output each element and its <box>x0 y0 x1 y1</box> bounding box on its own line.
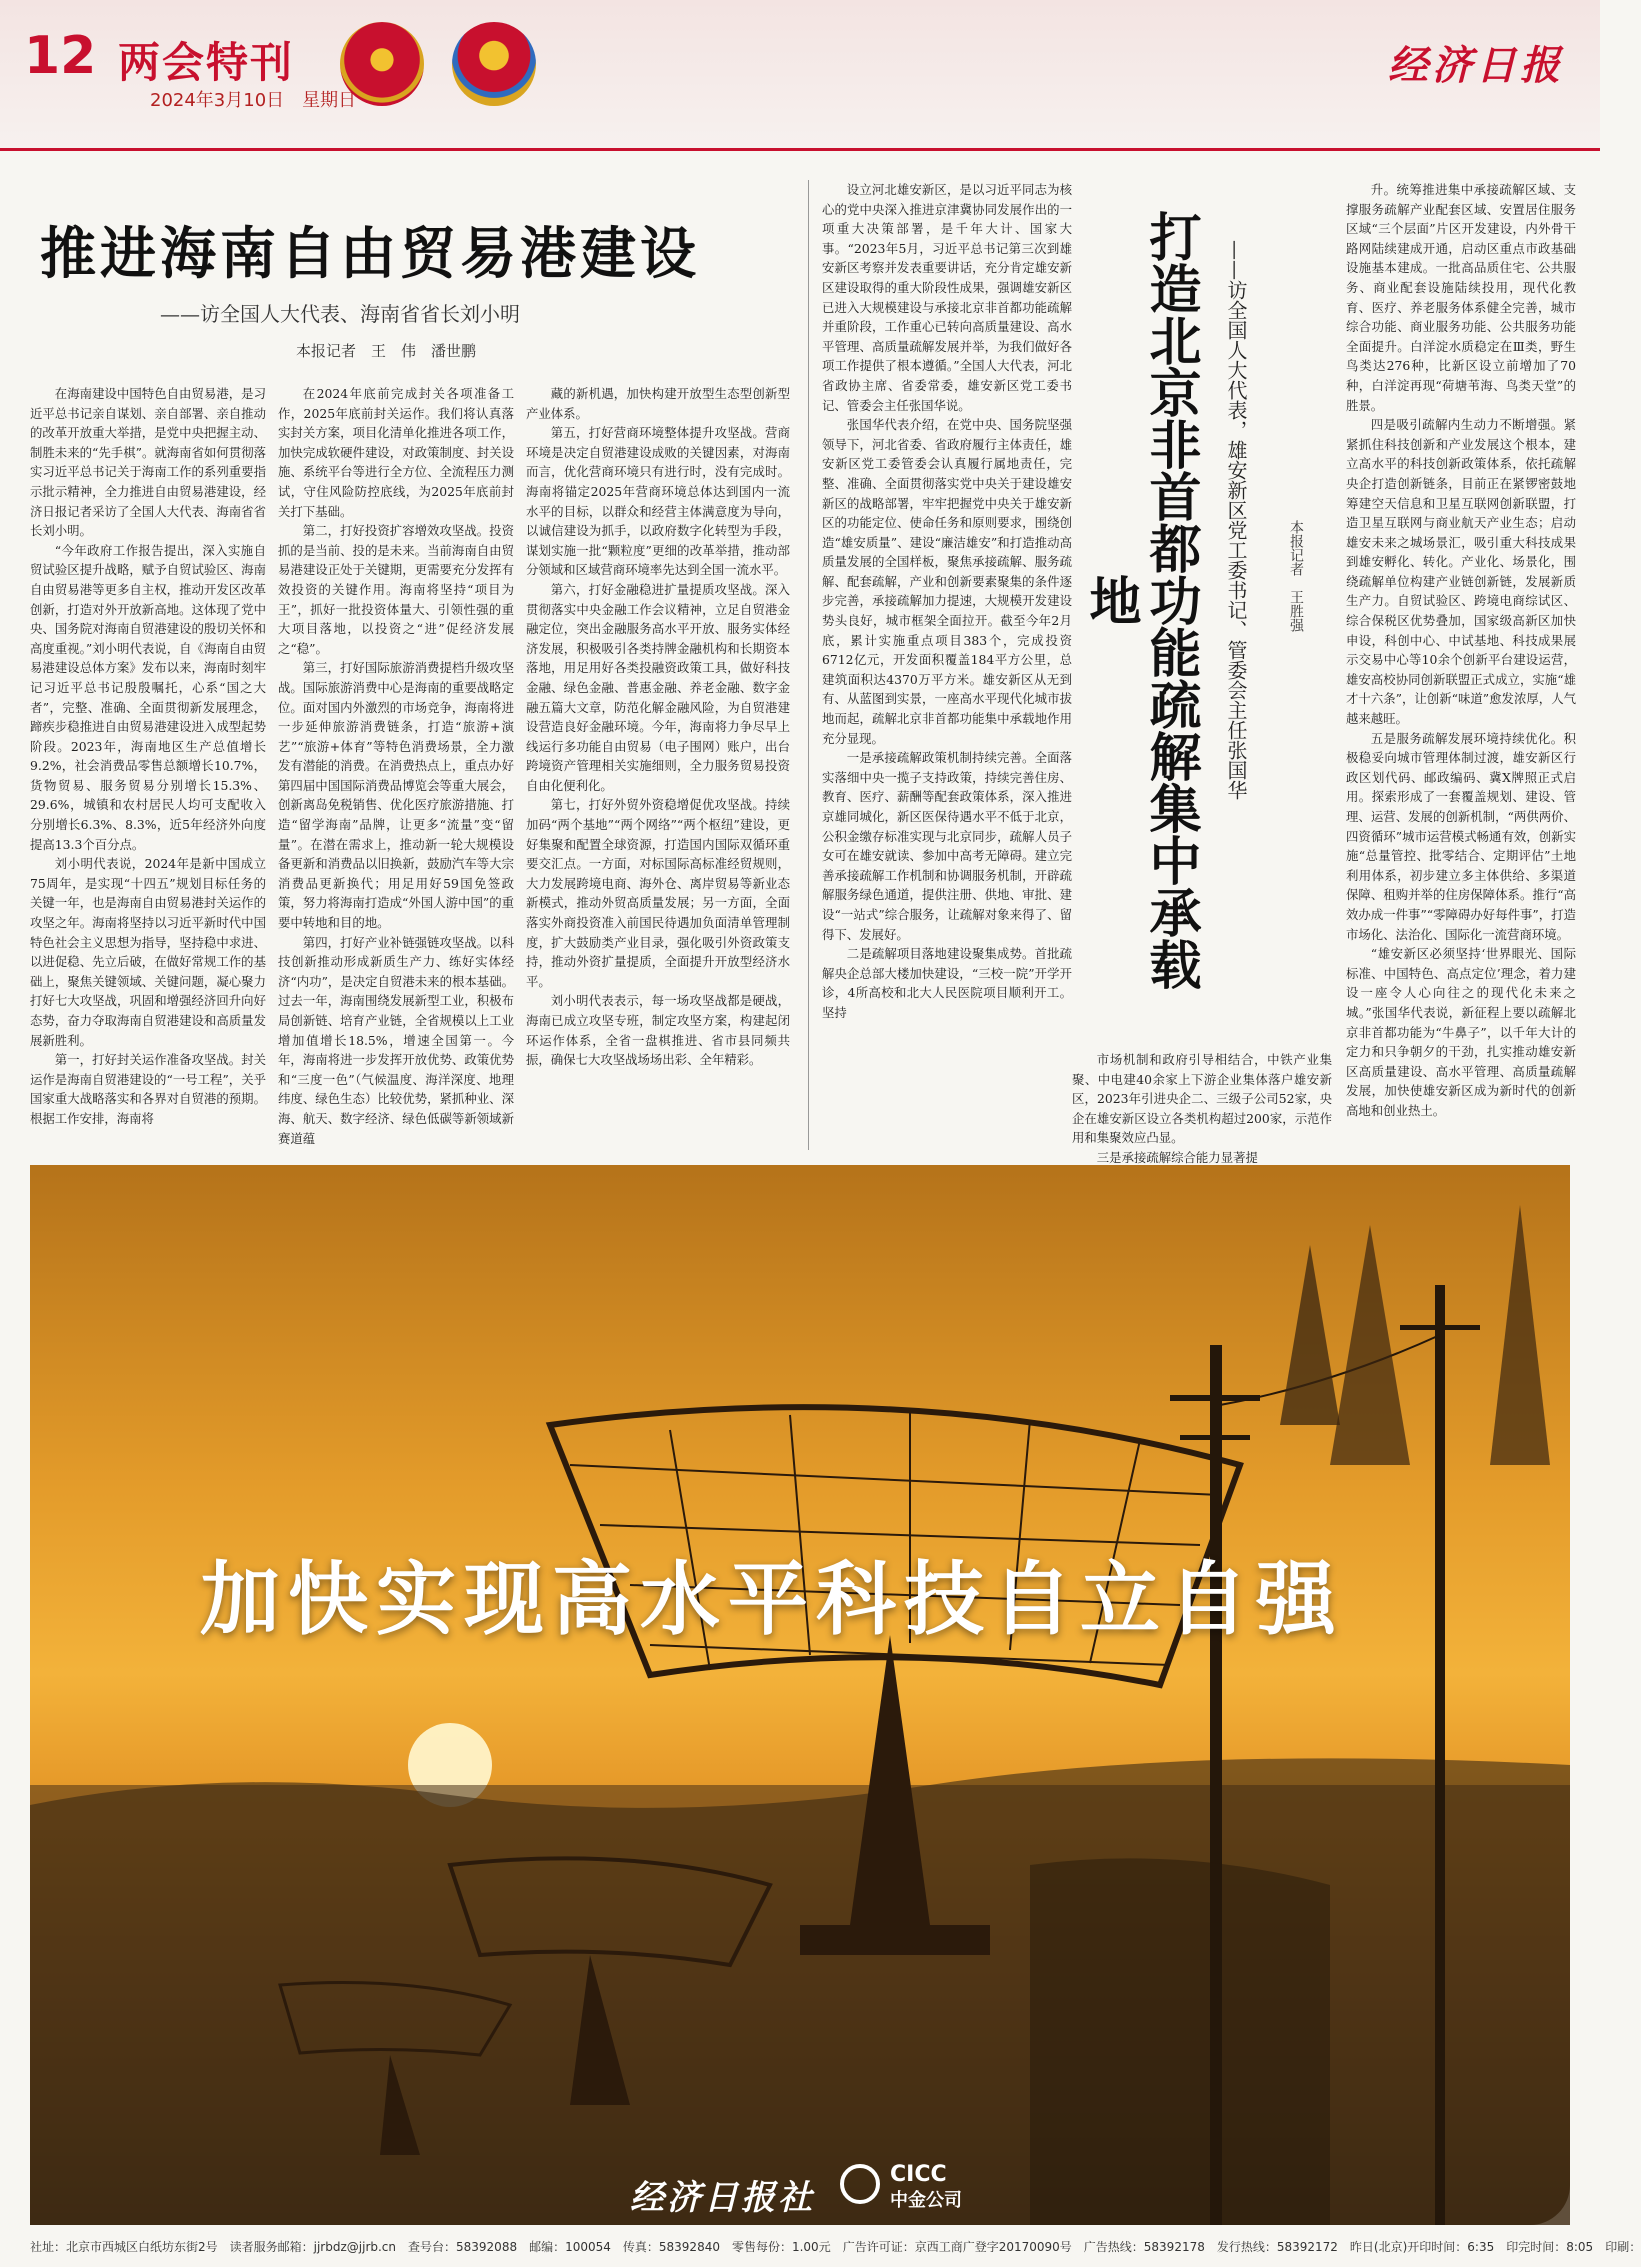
paragraph: 设立河北雄安新区，是以习近平同志为核心的党中央深入推进京津冀协同发展作出的一项重大决策部署，是千年大计、国家大事。“2023年5月，习近平总书记第三次到雄安新区考察并发表重要讲话，充分肯定雄安新区建设取得的重大阶段性成果，强调雄安新区已进入大规模建设与承接北京非首都功能疏解并重阶段，工作重心已转向高质量建设、高水平管理、高质量疏解发展并举，为我们做好各项工作提供了根本遵循。”全国人大代表，河北省政协主席、省委常委，雄安新区党工委书记、管委会主任张国华说。 <box>822 182 1072 413</box>
newspaper-logo: 经济日报 <box>1388 42 1564 89</box>
article2-byline: 本报记者 王胜强 <box>1288 520 1304 632</box>
paragraph: “今年政府工作报告提出，深入实施自贸试验区提升战略，赋予自贸试验区、海南自由贸易港等更多自主权，推动开发区改革创新，打造对外开放新高地。这体现了党中央、国务院对海南自贸港建设的殷切关怀和高度重视。”刘小明代表说，自《海南自由贸易港建设总体方案》发布以来，海南时刻牢记习近平总书记殷殷嘱托，心系“国之大者”，完整、准确、全面贯彻新发展理念，蹄疾步稳推进自由贸易港建设进入成型起势阶段。2023年，海南地区生产总值增长9.2%，社会消费品零售总额增长10.7%，货物贸易、服务贸易分别增长15.3%、29.6%，城镇和农村居民人均可支配收入分别增长6.3%、8.3%，近5年经济外向度提高13.3个百分点。 <box>30 542 266 852</box>
paragraph: 第六，打好金融稳进扩量提质攻坚战。深入贯彻落实中央金融工作会议精神，立足自贸港金融定位，突出金融服务高水平开放、服务实体经济发展，积极吸引各类持牌金融机构和长期资本落地，用足用好各类投融资政策工具，做好科技金融、绿色金融、普惠金融、养老金融、数字金融五篇大文章，防范化解金融风险，为自贸港建设营造良好金融环境。今年，海南将力争尽早上线运行多功能自由贸易（电子围网）账户，出台跨境资产管理相关实施细则，全力服务贸易投资自由化便利化。 <box>526 581 790 793</box>
article2-column-2 <box>1346 180 1576 1145</box>
paragraph: 在海南建设中国特色自由贸易港，是习近平总书记亲自谋划、亲自部署、亲自推动的改革开放重大举措，是党中央把握主动、制胜未来的“先手棋”。就海南省如何贯彻落实习近平总书记关于海南工作的系列重要指示批示精神，全力推进自由贸易港建设，经济日报记者采访了全国人大代表、海南省省长刘小明。 <box>30 386 266 539</box>
article1-column-2 <box>278 384 514 1144</box>
paragraph: 刘小明代表说，2024年是新中国成立75周年，是实现“十四五”规划目标任务的关键一年，也是海南自由贸易港封关运作的攻坚之年。海南将坚持以习近平新时代中国特色社会主义思想为指导，坚持稳中求进、以进促稳、先立后破，在做好常规工作的基础上，聚焦关键领域、关键问题，凝心聚力打好七大攻坚战，巩固和增强经济回升向好态势，奋力夺取海南自贸港建设和高质量发展新胜利。 <box>30 856 266 1048</box>
satellite-dish-illustration <box>30 1165 1570 2225</box>
section-title: 两会特刊 <box>118 38 295 87</box>
cicc-name-cn: 中金公司 <box>890 2190 962 2211</box>
paragraph: 在2024年底前完成封关各项准备工作，2025年底前封关运作。我们将认真落实封关方案，项目化清单化推进各项工作，加快完成软硬件建设，对政策制度、封关设施、系统平台等进行全方位、全流程压力测试，守住风险防控底线，为2025年底前封关打下基础。 <box>278 386 514 519</box>
article1-byline: 本报记者 王 伟 潘世鹏 <box>296 342 477 360</box>
article2-column-1 <box>822 180 1072 1085</box>
paragraph: “雄安新区必须坚持‘世界眼光、国际标准、中国特色、高点定位’理念，着力建设一座令人心向往之的现代化未来之城。”张国华代表说，新征程上要以疏解北京非首都功能为“牛鼻子”，以千年大计的定力和只争朝夕的干劲，扎实推动雄安新区高质量建设、高水平管理、高质量疏解发展，加快使雄安新区成为新时代的创新高地和创业热土。 <box>1346 946 1576 1118</box>
article1-subtitle: ——访全国人大代表、海南省省长刘小明 <box>160 302 520 326</box>
masthead-rule <box>0 148 1600 151</box>
paragraph: 张国华代表介绍，在党中央、国务院坚强领导下，河北省委、省政府履行主体责任，雄安新区党工委管委会认真履行属地责任，完整、准确、全面贯彻落实党中央关于建设雄安新区的战略部署，牢牢把握党中央关于雄安新区的功能定位、使命任务和原则要求，围绕创造“雄安质量”、建设“廉洁雄安”和打造推动高质量发展的全国样板，聚焦承接疏解、服务疏解、配套疏解，产业和创新要素聚集的条件逐步完善，承接疏解加力提速，大规模开发建设势头良好，城市框架全面拉开。截至今年2月底，累计实施重点项目383个，完成投资6712亿元，开发面积覆盖184平方公里，总建筑面积达4370万平方米。雄安新区从无到有、从蓝图到实景，一座高水平现代化城市拔地而起，疏解北京非首都功能集中承载地作用充分显现。 <box>822 417 1072 746</box>
article1-column-3 <box>526 384 790 1144</box>
issue-date: 2024年3月10日 星期日 <box>150 90 357 111</box>
paragraph: 三是承接疏解综合能力显著提 <box>1096 1149 1258 1165</box>
paragraph: 第七，打好外贸外资稳增促优攻坚战。持续加码“两个基地”“两个网络”“两个枢纽”建设，更好集聚和配置全球资源，打造国内国际双循环重要交汇点。一方面，对标国际高标准经贸规则，大力发展跨境电商、海外仓、离岸贸易等新业态新模式，推动外贸高质量发展；另一方面，全面落实外商投资准入前国民待遇加负面清单管理制度，扩大鼓励类产业目录，强化吸引外资政策支持，推动外资扩量提质，全面提升开放型经济水平。 <box>526 797 790 989</box>
cicc-name-en: CICC <box>890 2162 947 2187</box>
paragraph: 第二，打好投资扩容增效攻坚战。投资抓的是当前、投的是未来。当前海南自由贸易港建设正处于关键期，更需要充分发挥有效投资的关键作用。海南将坚持“项目为王”，抓好一批投资体量大、引领性强的重大项目落地，以投资之“进”促经济发展之“稳”。 <box>278 523 514 656</box>
cicc-mark-icon <box>840 2164 880 2204</box>
article2-column-1b <box>1072 1050 1332 1165</box>
sponsor-logo: 经济日报社 <box>630 2178 815 2218</box>
national-emblem-icon <box>340 22 424 106</box>
article1-column-1 <box>30 384 266 1144</box>
page-number: 12 <box>24 26 97 86</box>
paragraph: 第五，打好营商环境整体提升攻坚战。营商环境是决定自贸港建设成败的关键因素，对海南而言，优化营商环境只有进行时，没有完成时。海南将锚定2025年营商环境总体达到国内一流水平的目标，以群众和经营主体满意度为导向，以诚信建设为抓手，以政府数字化转型为手段，谋划实施一批“颗粒度”更细的改革举措，推动部分领域和区域营商环境率先达到全国一流水平。 <box>526 425 790 578</box>
cppcc-emblem-icon <box>452 22 536 106</box>
paragraph: 四是吸引疏解内生动力不断增强。紧紧抓住科技创新和产业发展这个根本，建立高水平的科技创新政策体系，依托疏解央企打造创新链条，目前正在紧锣密鼓地筹建空天信息和卫星互联网创新联盟，打造卫星互联网与商业航天产业生态；启动雄安未来之城场景汇，吸引重大科技成果到雄安孵化、转化。产业化、场景化，围绕疏解单位构建产业链创新链，发展新质生产力。自贸试验区、跨境电商综试区、综合保税区优势叠加，国家级高新区加快申设，科创中心、中试基地、科技成果展示交易中心等10余个创新平台建设运营，雄安高校协同创新联盟正式成立，实施“雄才十六条”，让创新“味道”愈发浓厚，人气越来越旺。 <box>1346 417 1576 727</box>
masthead <box>0 0 1600 150</box>
paragraph: 二是疏解项目落地建设聚集成势。首批疏解央企总部大楼加快建设，“三校一院”开学开诊，4所高校和北大人民医院项目顺利开工。坚持 <box>822 946 1072 1020</box>
paragraph: 第四，打好产业补链强链攻坚战。以科技创新推动形成新质生产力、练好实体经济“内功”，是决定自贸港未来的根本基础。过去一年，海南围绕发展新型工业，积极布局创新链、培育产业链，全省规模以上工业增加值增长18.5%，增速全国第一。今年，海南将进一步发挥开放优势、政策优势和“三度一色”（气候温度、海洋深度、地理纬度、绿色生态）比较优势，紧抓种业、深海、航天、数字经济、绿色低碳等新领域新赛道蕴 <box>278 934 514 1146</box>
article2-subtitle: ——访全国人大代表，雄安新区党工委书记、管委会主任张国华 <box>1224 240 1248 800</box>
article2-title: 打造北京非首都功能疏解集中承载地 <box>1080 210 1201 990</box>
paragraph: 刘小明代表表示，每一场攻坚战都是硬战，海南已成立攻坚专班，制定攻坚方案，构建起闭环运作体系，全省一盘棋推进、省市县同频共振，确保七大攻坚战场场出彩、全年精彩。 <box>526 993 790 1068</box>
paragraph: 一是承接疏解政策机制持续完善。全面落实落细中央一揽子支持政策，持续完善住房、教育、医疗、薪酬等配套政策体系，深入推进京雄同城化，新区医保待遇水平不低于北京，公积金缴存标准实现与北京同步，疏解人员子女可在雄安就读、参加中高考无障碍。建立完善承接疏解工作机制和协调服务机制，开辟疏解服务绿色通道，提供注册、供地、审批、建设“一站式”综合服务，让疏解对象来得了、留得下、发展好。 <box>822 750 1072 942</box>
paragraph: 市场机制和政府引导相结合，中铁产业集聚、中电建40余家上下游企业集体落户雄安新区，2023年引进央企二、三级子公司52家，央企在雄安新区设立各类机构超过200家，示范作用和集聚效应凸显。 <box>1072 1052 1332 1146</box>
column-divider <box>808 180 809 1150</box>
feature-photo <box>30 1165 1570 2225</box>
paragraph: 五是服务疏解发展环境持续优化。积极稳妥向城市管理体制过渡，雄安新区行政区划代码、邮政编码、冀X牌照正式启用。探索形成了一套覆盖规划、建设、管理、运营、发展的创新机制，“两供两价、四资循环”城市运营模式畅通有效，创新实施“总量管控、批零结合、定期评估”土地利用体系，初步建立多主体供给、多渠道保障、租购并举的住房保障体系。推行“高效办成一件事”“零障碍办好每件事”，打造市场化、法治化、国际化一流营商环境。 <box>1346 730 1576 942</box>
paragraph: 升。统筹推进集中承接疏解区域、支撑服务疏解产业配套区域、安置居住服务区域“三个层面”片区开发建设，内外骨干路网陆续建成开通，启动区重点市政基础设施基本建成。一批高品质住宅、公共服务、商业配套设施陆续投用，现代化教育、医疗、养老服务体系健全完善，城市综合功能、商业服务功能、公共服务功能全面提升。白洋淀水质稳定在Ⅲ类，野生鸟类达276种，比新区设立前增加了70种，白洋淀再现“荷塘苇海、鸟类天堂”的胜景。 <box>1346 182 1576 413</box>
imprint-footer: 社址：北京市西城区白纸坊东街2号 读者服务邮箱：jjrbdz@jjrb.cn 查号台：58392088 邮编：100054 传真：58392840 零售每份：1.00元 广告许可证：京西工商广登字20170090号 广告热线：58392178 发行热线：58392172 昨日(北京)开印时间：6:35 印完时间：8:05 印刷： <box>30 2240 1641 2254</box>
photo-caption: 加快实现高水平科技自立自强 <box>200 1553 1344 1646</box>
paragraph: 第三，打好国际旅游消费提档升级攻坚战。国际旅游消费中心是海南的重要战略定位。面对国内外激烈的市场竞争，海南将进一步延伸旅游消费链条，打造“旅游+演艺”“旅游+体育”等特色消费场景，全力激发有潜能的消费。在消费热点上，重点办好第四届中国国际消费品博览会等重大展会，创新离岛免税销售、优化医疗旅游措施、打造“留学海南”品牌，让更多“流量”变“留量”。在潜在需求上，推动新一轮大规模设备更新和消费品以旧换新，鼓励汽车等大宗消费品更新换代；用足用好59国免签政策，努力将海南打造成“外国人游中国”的重要中转地和目的地。 <box>278 660 514 931</box>
paragraph: 第一，打好封关运作准备攻坚战。封关运作是海南自贸港建设的“一号工程”，关乎国家重大战略落实和各界对自贸港的预期。根据工作安排，海南将 <box>30 1052 266 1126</box>
article1-title: 推进海南自由贸易港建设 <box>40 221 700 287</box>
paragraph: 藏的新机遇，加快构建开放型生态型创新型产业体系。 <box>526 386 790 421</box>
